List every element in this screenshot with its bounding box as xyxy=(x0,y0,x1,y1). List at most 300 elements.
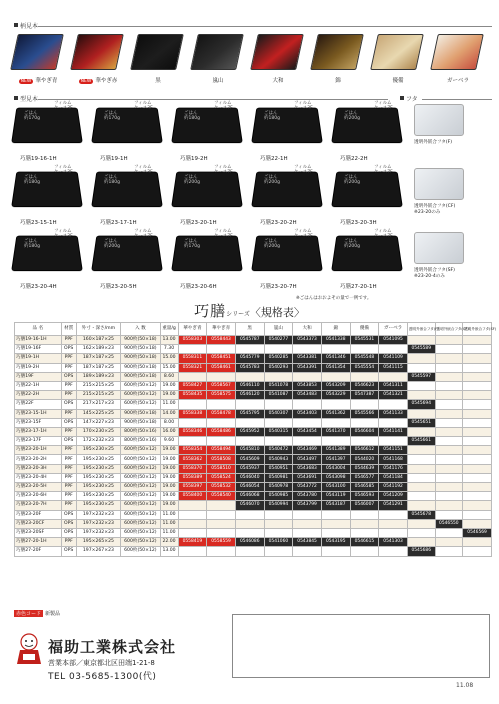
company-address: 営業本部／東京都北区田端1-21-8 xyxy=(48,659,155,667)
shape-name: 巧膳19-16-1H xyxy=(20,156,57,162)
column-header: 華やぎ青 xyxy=(178,323,207,336)
annotation-line: ケース3F xyxy=(54,170,73,175)
table-cell: 0541346 xyxy=(321,354,350,363)
table-cell: 0558532 xyxy=(207,483,236,492)
table-cell: 0543469 xyxy=(293,446,322,455)
table-cell: 8.00 xyxy=(160,418,178,427)
table-cell xyxy=(207,519,236,528)
table-cell: 195×230×25 xyxy=(76,483,121,492)
pattern-sample xyxy=(314,34,362,84)
series-title xyxy=(0,300,499,321)
table-cell xyxy=(293,418,322,427)
annotation-line: フィルム xyxy=(374,229,392,234)
table-cell: 0546569 xyxy=(463,528,492,537)
column-header: 大和 xyxy=(293,323,322,336)
lid-name: ※23-20のみ xyxy=(414,210,441,215)
table-cell xyxy=(293,510,322,519)
annotation-line: ケース3F xyxy=(294,106,313,111)
table-cell: 600枚(50×12) xyxy=(121,483,160,492)
table-cell: 19.00 xyxy=(160,501,178,510)
table-cell: 0540985 xyxy=(264,492,293,501)
table-cell: 0545694 xyxy=(407,400,435,409)
shape-name: 巧膳23-20-5H xyxy=(100,284,137,290)
table-cell: 巧膳23-20-4H xyxy=(15,473,62,482)
annotation-line: ケース7F xyxy=(214,106,233,111)
table-cell: 巧膳23-20F xyxy=(15,510,62,519)
pattern-label xyxy=(14,76,62,84)
table-cell: 0558311 xyxy=(178,354,207,363)
table-cell xyxy=(235,372,264,381)
table-cell xyxy=(264,400,293,409)
table-cell: 巧膳23-15F xyxy=(15,418,62,427)
table-cell: 0546615 xyxy=(350,538,379,547)
table-cell: 0543483 xyxy=(293,391,322,400)
table-cell xyxy=(463,492,492,501)
table-cell: 0558354 xyxy=(178,446,207,455)
table-cell xyxy=(293,400,322,409)
table-row xyxy=(15,391,492,400)
pattern-label xyxy=(74,76,122,84)
table-cell: 0543187 xyxy=(321,501,350,510)
table-cell: 巧膳23-20-7H xyxy=(15,501,62,510)
new-product-key xyxy=(14,610,224,617)
fukusuke-logo-icon xyxy=(14,632,44,666)
table-cell xyxy=(435,400,463,409)
table-cell: 0558303 xyxy=(178,336,207,345)
table-cell xyxy=(435,418,463,427)
table-cell: 187×187×25 xyxy=(76,363,121,372)
table-cell: 0543098 xyxy=(321,473,350,482)
table-cell xyxy=(321,372,350,381)
table-cell: PPF xyxy=(61,538,76,547)
annotation-line: ケース3F xyxy=(134,170,153,175)
table-cell: 0545952 xyxy=(235,427,264,436)
table-cell: 195×230×25 xyxy=(76,455,121,464)
table-cell: 217×217×23 xyxy=(76,400,121,409)
annotation-line: フィルム xyxy=(374,165,392,170)
table-cell: 600枚(50×12) xyxy=(121,391,160,400)
table-cell xyxy=(207,418,236,427)
table-cell: 19.00 xyxy=(160,391,178,400)
lid-name: ※23-20-4のみ xyxy=(414,274,445,279)
compartment-annotation xyxy=(104,229,153,249)
table-cell: 0546550 xyxy=(435,519,463,528)
table-cell: 0541168 xyxy=(379,455,408,464)
table-cell: 0545937 xyxy=(235,464,264,473)
table-cell: 0540307 xyxy=(264,409,293,418)
rice-note: ※ごはんはおおよその量で一例です。 xyxy=(296,296,372,301)
compartment-annotation xyxy=(264,165,313,185)
new-key-badge: 赤色コード xyxy=(16,611,42,617)
company-tel: TEL 03-5685-1300(代) xyxy=(48,672,157,682)
annotation-line: ごはん xyxy=(344,239,358,244)
table-cell xyxy=(321,400,350,409)
column-header: 透明外嵌合フタ(F) xyxy=(407,323,435,336)
table-cell: 0540315 xyxy=(264,427,293,436)
table-cell: 0543100 xyxy=(321,483,350,492)
table-cell: 0547387 xyxy=(350,391,379,400)
table-cell xyxy=(435,409,463,418)
table-cell: 0558478 xyxy=(207,409,236,418)
table-row xyxy=(15,446,492,455)
table-cell xyxy=(463,409,492,418)
lid-name: 透明外嵌合フタ(CF) xyxy=(414,204,456,209)
table-cell: 15.00 xyxy=(160,363,178,372)
table-cell: 0546120 xyxy=(235,391,264,400)
table-cell: 22.00 xyxy=(160,538,178,547)
column-header: 華やぎ赤 xyxy=(207,323,236,336)
table-cell: 0545597 xyxy=(407,372,435,381)
table-cell xyxy=(435,354,463,363)
table-cell xyxy=(435,446,463,455)
table-cell: 巧膳23-20-1H xyxy=(15,446,62,455)
table-cell xyxy=(435,363,463,372)
table-cell xyxy=(379,519,408,528)
table-cell xyxy=(293,437,322,446)
table-cell: 0546604 xyxy=(350,427,379,436)
table-cell: 600枚(50×12) xyxy=(121,528,160,537)
table-cell xyxy=(178,510,207,519)
table-cell: 0541303 xyxy=(379,538,408,547)
lid-image xyxy=(414,232,464,264)
table-cell: PPF xyxy=(61,455,76,464)
table-cell: PPF xyxy=(61,354,76,363)
table-cell: 600枚(50×12) xyxy=(121,446,160,455)
table-cell: 0543691 xyxy=(293,473,322,482)
shape-name: 巧膳23-20-4H xyxy=(20,284,57,290)
table-cell xyxy=(264,372,293,381)
tray-swatch xyxy=(130,34,184,70)
table-cell: 0546007 xyxy=(350,501,379,510)
table-cell: 7.30 xyxy=(160,345,178,354)
lid-name: 透明外嵌合フタ(SF) xyxy=(414,268,455,273)
table-cell: 600枚(50×12) xyxy=(121,473,160,482)
table-cell xyxy=(435,483,463,492)
shape-name: 巧膳23-20-2H xyxy=(260,220,297,226)
annotation-line: 約200g xyxy=(344,180,360,185)
table-cell: 0545589 xyxy=(407,345,435,354)
annotation-line: ケース7F xyxy=(294,234,313,239)
table-cell xyxy=(235,519,264,528)
annotation-line: 約200g xyxy=(104,244,120,249)
table-cell: 0541389 xyxy=(321,446,350,455)
table-cell: 0541078 xyxy=(264,381,293,390)
table-cell xyxy=(435,345,463,354)
divider xyxy=(38,26,492,27)
annotation-line: ごはん xyxy=(104,239,118,244)
table-cell xyxy=(379,510,408,519)
table-cell xyxy=(435,547,463,556)
table-cell xyxy=(264,528,293,537)
table-cell xyxy=(407,538,435,547)
new-badge: NEW xyxy=(80,79,92,84)
annotation-line: ごはん xyxy=(184,239,198,244)
table-cell xyxy=(350,345,379,354)
annotation-line: ごはん xyxy=(104,175,118,180)
table-cell: 0558321 xyxy=(178,363,207,372)
table-cell xyxy=(463,363,492,372)
table-cell: 0546070 xyxy=(235,501,264,510)
table-cell: OPS xyxy=(61,372,76,381)
table-row xyxy=(15,492,492,501)
lid-image xyxy=(414,104,464,136)
annotation-line: フィルム xyxy=(54,165,72,170)
table-cell: 197×232×23 xyxy=(76,519,121,528)
table-cell: 0558524 xyxy=(207,473,236,482)
table-cell xyxy=(350,400,379,409)
table-cell: 巧膳23-20-3H xyxy=(15,464,62,473)
table-cell: 0543119 xyxy=(321,492,350,501)
table-cell: 0543403 xyxy=(293,409,322,418)
table-cell: 巧膳19-16-1H xyxy=(15,336,62,345)
annotation-line: ケース3F xyxy=(54,234,73,239)
table-cell: 0541095 xyxy=(379,336,408,345)
table-cell: OPS xyxy=(61,510,76,519)
table-cell: 0558370 xyxy=(178,464,207,473)
divider xyxy=(422,99,492,100)
table-cell: 0558540 xyxy=(207,492,236,501)
table-cell: PPF xyxy=(61,336,76,345)
table-cell: 600枚(50×12) xyxy=(121,547,160,556)
table-cell: 0545554 xyxy=(350,363,379,372)
annotation-line: 約200g xyxy=(344,244,360,249)
table-cell: 0558575 xyxy=(207,391,236,400)
table-row xyxy=(15,372,492,381)
column-header: 優備 xyxy=(350,323,379,336)
lid-name: 透明外嵌合フタ(F) xyxy=(414,140,453,145)
pattern-sample xyxy=(434,34,482,84)
table-cell: 215×215×25 xyxy=(76,391,121,400)
table-cell: OPS xyxy=(61,519,76,528)
pattern-sample xyxy=(14,34,62,84)
table-cell: 巧膳22-2H xyxy=(15,391,62,400)
table-cell: 巧膳23-20-5H xyxy=(15,483,62,492)
annotation-line: 約180g xyxy=(24,180,40,185)
table-cell: 0541184 xyxy=(379,473,408,482)
compartment-annotation xyxy=(344,165,393,185)
table-cell xyxy=(379,418,408,427)
pattern-sample xyxy=(194,34,242,84)
table-cell: 800枚(50×16) xyxy=(121,427,160,436)
annotation-line: フィルム xyxy=(294,229,312,234)
table-cell: 0541109 xyxy=(379,354,408,363)
annotation-line: 約180g xyxy=(24,244,40,249)
table-cell: 0558443 xyxy=(207,336,236,345)
table-cell: 0558362 xyxy=(178,455,207,464)
table-cell xyxy=(264,418,293,427)
new-badge: NEW xyxy=(20,79,32,84)
table-cell xyxy=(264,345,293,354)
annotation-line: ごはん xyxy=(104,111,118,116)
annotation-line: フィルム xyxy=(54,101,72,106)
table-cell: 0546040 xyxy=(235,473,264,482)
table-cell: 19.00 xyxy=(160,473,178,482)
table-cell: OPS xyxy=(61,547,76,556)
table-cell: PPF xyxy=(61,427,76,436)
table-cell: 11.00 xyxy=(160,510,178,519)
table-row xyxy=(15,473,492,482)
annotation-line: 約170g xyxy=(184,244,200,249)
column-header: 入 数 xyxy=(121,323,160,336)
table-cell: PPF xyxy=(61,446,76,455)
shape-name: 巧膳22-1H xyxy=(260,156,288,162)
table-cell: 0546110 xyxy=(235,381,264,390)
table-cell: 0543454 xyxy=(293,427,322,436)
table-cell: 9.60 xyxy=(160,437,178,446)
table-cell: 145×225×25 xyxy=(76,409,121,418)
table-cell: 195×230×25 xyxy=(76,492,121,501)
table-cell: 巧膳19-16F xyxy=(15,345,62,354)
table-row xyxy=(15,354,492,363)
table-cell xyxy=(379,400,408,409)
table-cell: 0541176 xyxy=(379,464,408,473)
compartment-annotation xyxy=(184,165,233,185)
pattern-label xyxy=(374,76,422,84)
square-bullet-icon xyxy=(400,96,404,100)
table-row xyxy=(15,510,492,519)
table-cell xyxy=(178,528,207,537)
table-cell: 0541291 xyxy=(379,501,408,510)
table-cell: 600枚(50×12) xyxy=(121,519,160,528)
table-cell xyxy=(407,519,435,528)
table-cell: OPS xyxy=(61,418,76,427)
table-cell: 19.00 xyxy=(160,492,178,501)
table-cell xyxy=(463,336,492,345)
pattern-label xyxy=(254,76,302,84)
annotation-line: 約180g xyxy=(104,180,120,185)
table-cell: 0558508 xyxy=(207,455,236,464)
table-body xyxy=(15,336,492,557)
annotation-line: ごはん xyxy=(264,111,278,116)
table-row xyxy=(15,427,492,436)
table-cell: 0543799 xyxy=(293,501,322,510)
shape-name: 巧膳23-20-6H xyxy=(180,284,217,290)
table-cell: 0558419 xyxy=(178,538,207,547)
table-cell: 13.00 xyxy=(160,547,178,556)
table-cell: 0558435 xyxy=(178,391,207,400)
spec-table xyxy=(14,322,497,557)
table-cell xyxy=(178,437,207,446)
title-main: 巧膳 xyxy=(194,302,227,320)
pattern-label xyxy=(134,76,182,84)
annotation-line: フィルム xyxy=(294,165,312,170)
table-cell: PPF xyxy=(61,473,76,482)
table-cell: 900枚(50×18) xyxy=(121,345,160,354)
table-cell xyxy=(264,547,293,556)
compartment-annotation xyxy=(264,229,313,249)
table-cell: 195×230×25 xyxy=(76,464,121,473)
pattern-name: 華やぎ赤 xyxy=(95,78,118,84)
table-cell: OPS xyxy=(61,345,76,354)
table-cell xyxy=(264,519,293,528)
table-cell: 巧膳22-1H xyxy=(15,381,62,390)
table-cell: 0545686 xyxy=(407,547,435,556)
annotation-line: 約170g xyxy=(104,116,120,121)
title-sub: シリーズ xyxy=(226,311,250,318)
table-cell xyxy=(321,528,350,537)
table-cell: 0558510 xyxy=(207,464,236,473)
annotation-line: ケース7F xyxy=(214,234,233,239)
table-cell: 0541311 xyxy=(379,381,408,390)
table-cell xyxy=(350,528,379,537)
table-cell xyxy=(435,455,463,464)
table-cell xyxy=(407,473,435,482)
table-cell xyxy=(463,354,492,363)
table-cell xyxy=(435,427,463,436)
table-cell: 0543497 xyxy=(293,455,322,464)
annotation-line: ごはん xyxy=(24,239,38,244)
annotation-line: フィルム xyxy=(134,101,152,106)
table-cell: 巧膳23-20SF xyxy=(15,528,62,537)
table-row xyxy=(15,345,492,354)
column-header: ガーベラ xyxy=(379,323,408,336)
table-cell xyxy=(435,492,463,501)
table-cell: 0545678 xyxy=(407,510,435,519)
table-cell xyxy=(435,501,463,510)
annotation-line: ケース7F xyxy=(374,234,393,239)
annotation-line: 約180g xyxy=(264,116,280,121)
table-cell: 0558567 xyxy=(207,381,236,390)
table-cell: 16.00 xyxy=(160,427,178,436)
annotation-line: ごはん xyxy=(184,111,198,116)
table-cell xyxy=(293,345,322,354)
annotation-line: フィルム xyxy=(214,229,232,234)
table-cell: 0558400 xyxy=(178,492,207,501)
table-cell: 0543772 xyxy=(293,483,322,492)
compartment-annotation xyxy=(264,101,313,121)
annotation-line: ケース7F xyxy=(134,234,153,239)
table-cell xyxy=(379,437,408,446)
table-cell: 0546577 xyxy=(350,473,379,482)
table-cell: 0543373 xyxy=(293,336,322,345)
table-cell xyxy=(435,538,463,547)
table-cell: PPF xyxy=(61,492,76,501)
shape-name: 巧膳19-1H xyxy=(100,156,128,162)
pattern-samples xyxy=(14,34,492,90)
section-lid: フタ xyxy=(400,95,418,104)
table-cell xyxy=(235,510,264,519)
table-cell: 0541338 xyxy=(321,336,350,345)
pattern-name: ガーベラ xyxy=(446,78,469,84)
table-cell: 0558397 xyxy=(178,483,207,492)
table-cell: 巧膳19-1H xyxy=(15,354,62,363)
table-cell xyxy=(407,528,435,537)
compartment-annotation xyxy=(184,101,233,121)
shape-name: 巧膳19-2H xyxy=(180,156,208,162)
table-cell: 0540994 xyxy=(264,501,293,510)
annotation-line: 約200g xyxy=(344,116,360,121)
table-cell: 0540472 xyxy=(264,446,293,455)
table-cell xyxy=(350,510,379,519)
pattern-label xyxy=(194,76,242,84)
table-cell: 0541087 xyxy=(264,391,293,400)
column-header: 透明外嵌合フタ(CF) xyxy=(435,323,463,336)
table-cell: PPF xyxy=(61,464,76,473)
table-cell xyxy=(407,455,435,464)
column-header: 重量/g xyxy=(160,323,178,336)
table-cell xyxy=(235,547,264,556)
table-row xyxy=(15,455,492,464)
table-cell: 0541362 xyxy=(321,409,350,418)
column-header: 材質 xyxy=(61,323,76,336)
table-cell: 162×189×23 xyxy=(76,345,121,354)
compartment-annotation xyxy=(24,229,73,249)
table-cell xyxy=(207,372,236,381)
table-cell: 0545548 xyxy=(350,354,379,363)
table-cell xyxy=(407,336,435,345)
table-cell: OPS xyxy=(61,437,76,446)
table-cell: 巧膳19-2H xyxy=(15,363,62,372)
